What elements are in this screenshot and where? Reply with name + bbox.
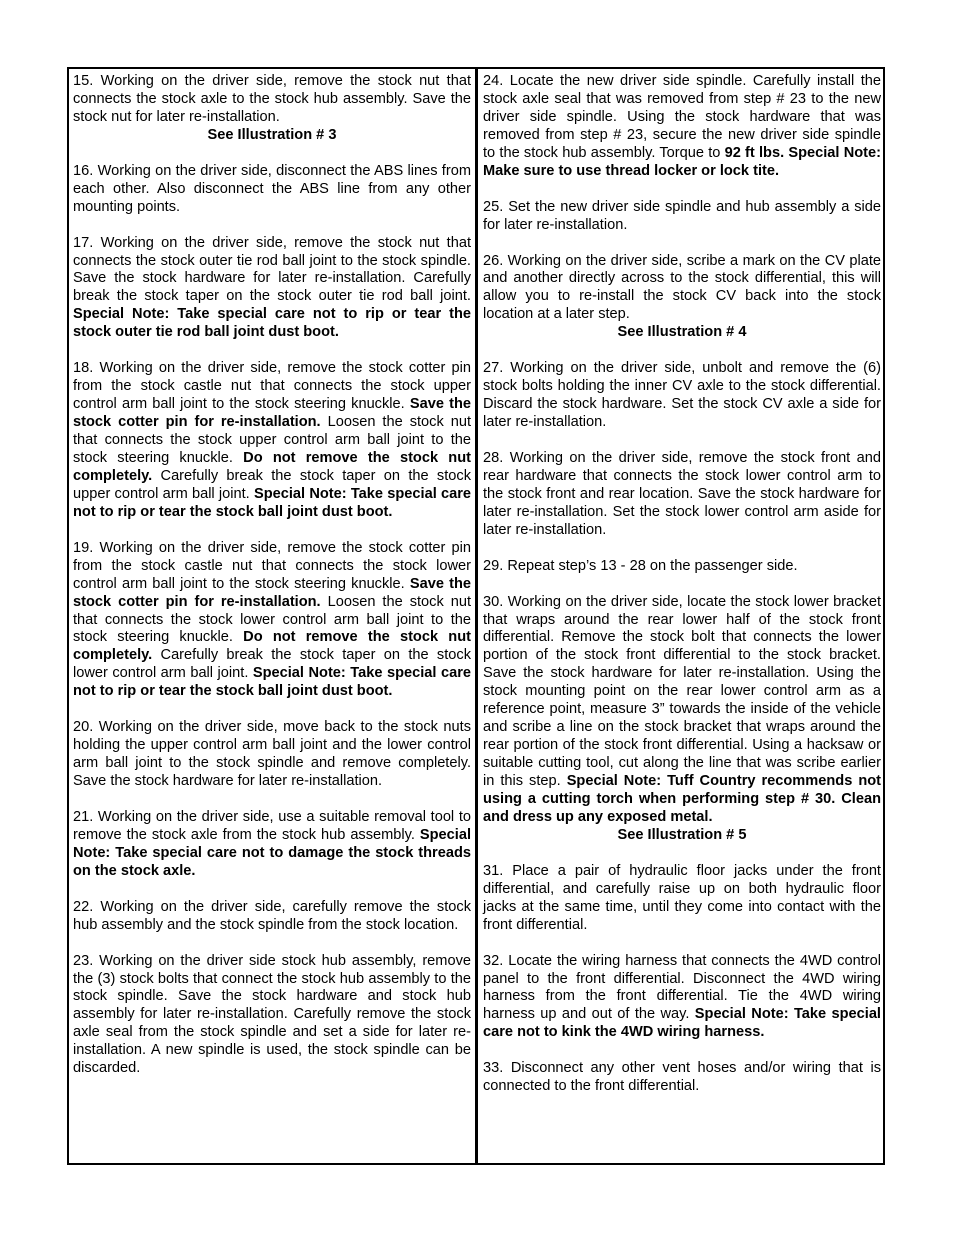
step-31: 31. Place a pair of hydraulic floor jacks under the front differential, and carefully raise up on both hydraulic floor jacks at the same time, until they come into contact with the front differential. [483,862,881,933]
step-16: 16. Working on the driver side, disconnect the ABS lines from each other. Also disconnect the ABS line from any other mounting points. [73,162,471,215]
step-29: 29. Repeat step’s 13 - 28 on the passenger side. [483,557,798,574]
step-17: 17. Working on the driver side, remove the stock nut that connects the stock outer tie rod ball joint to the stock spindle. Save the stock hardware for later re-installation. Carefully break the stock taper on the stock outer tie rod ball joint. Special Note: Take special care not to rip or tear the stock outer tie rod ball joint dust boot. [73,234,471,341]
step-23: 23. Working on the driver side stock hub assembly, remove the (3) stock bolts that connect the stock hub assembly to the stock spindle. Save the stock hardware and stock hub assembly for later re-installation. Carefully remove the stock axle seal from the stock spindle and set a side for later re-installation. A new spindle is used, the stock spindle can be discarded. [73,952,471,1077]
step-25: 25. Set the new driver side spindle and hub assembly a side for later re-installation. [483,198,881,233]
special-note: 92 ft lbs. Special Note: Make sure to use thread locker or lock tite. [483,144,881,179]
step-21: 21. Working on the driver side, use a suitable removal tool to remove the stock axle from the stock hub assembly. Special Note: Take special care not to damage the stock threads on the stock axle. [73,808,471,879]
bold-instruction: Save the stock cotter pin for re-installation. [73,575,471,610]
special-note: Special Note: Tuff Country recommends not using a cutting torch when performing step # 30. Clean and dress up any exposed metal. [483,773,882,825]
step-22: 22. Working on the driver side, carefully remove the stock hub assembly and the stock spindle from the stock location. [73,898,471,933]
special-note: Special Note: Take special care not to kink the 4WD wiring harness. [483,1006,881,1041]
illustration-3-reference: See Illustration # 3 [207,126,337,143]
bold-instruction: Do not remove the stock nut completely. [73,629,471,664]
special-note: Special Note: Take special care not to rip or tear the stock outer tie rod ball joint dust boot. [73,306,471,341]
step-24: 24. Locate the new driver side spindle. Carefully install the stock axle seal that was removed from step # 23 to the new driver side spindle. Using the stock hardware that was removed from step # 23, secure the new driver side spindle to the stock hub assembly. Torque to 92 ft lbs. Special Note: Make sure to use thread locker or lock tite. [483,73,881,179]
illustration-5-reference: See Illustration # 5 [617,826,747,843]
step-19: 19. Working on the driver side, remove the stock cotter pin from the stock castle nut that connects the stock lower control arm ball joint to the stock steering knuckle. Save the stock cotter pin for re-installation. Loosen the stock nut that connects the stock lower control arm ball joint to the stock steering knuckle. Do not remove the stock nut completely. Carefully break the stock taper on the stock lower control arm ball joint. Special Note: Take special care not to rip or tear the stock ball joint dust boot. [73,539,472,700]
step-27: 27. Working on the driver side, unbolt and remove the (6) stock bolts holding the inner CV axle to the stock differential. Discard the stock hardware. Set the stock CV axle a side for later re-installation. [483,360,881,431]
special-note: Special Note: Take special care not to rip or tear the stock ball joint dust boot. [73,665,471,700]
step-33: 33. Disconnect any other vent hoses and/or wiring that is connected to the front differential. [483,1060,881,1095]
step-26: 26. Working on the driver side, scribe a mark on the CV plate and another directly across to the stock differential, this will allow you to re-install the stock CV back into the stock location at a later step. [483,252,881,323]
bold-instruction: Do not remove the stock nut completely. [73,449,471,484]
special-note: Special Note: Take special care not to rip or tear the stock ball joint dust boot. [73,485,472,520]
bold-instruction: Save the stock cotter pin for re-installation. [73,396,471,431]
illustration-4-reference: See Illustration # 4 [617,324,747,341]
step-15: 15. Working on the driver side, remove the stock nut that connects the stock axle to the stock hub assembly. Save the stock nut for later re-installation. [73,73,471,125]
column-divider [475,67,478,1165]
step-20: 20. Working on the driver side, move back to the stock nuts holding the upper control arm ball joint and the lower control arm ball joint to the stock spindle and remove completely. Save the stock hardware for later re-installation. [73,719,471,790]
step-28: 28. Working on the driver side, remove the stock front and rear hardware that connects the stock lower control arm to the stock front and rear location. Save the stock hardware for later re-installation. Set the stock lower control arm aside for later re-installation. [483,449,881,538]
step-30: 30. Working on the driver side, locate the stock lower bracket that wraps around the rear lower half of the stock front differential. Remove the stock bolt that connects the lower portion of the stock front differential to the stock bracket. Save the stock hardware for later re-installation. Using the stock mounting point on the rear lower control arm as a reference point, measure 3” towards the inside of the vehicle and scribe a line on the stock bracket that wraps around the rear portion of the stock front differential. Using a hacksaw or suitable cutting tool, cut along the line that was scribe earlier in this step. Special Note: Tuff Country recommends not using a cutting torch when performing step # 30. Clean and dress up any exposed metal. [483,593,882,825]
left-column [73,73,471,1096]
step-32: 32. Locate the wiring harness that connects the 4WD control panel to the front differential. Disconnect the 4WD wiring harness from the front differential. Tie the 4WD wiring harness up and out of the way. Special Note: Take special care not to kink the 4WD wiring harness. [483,952,881,1041]
special-note: Special Note: Take special care not to damage the stock threads on the stock axle. [73,826,471,879]
right-column [483,73,881,1114]
step-18: 18. Working on the driver side, remove the stock cotter pin from the stock castle nut that connects the stock upper control arm ball joint to the stock steering knuckle. Save the stock cotter pin for re-installation. Loosen the stock nut that connects the stock upper control arm ball joint to the stock steering knuckle. Do not remove the stock nut completely. Carefully break the stock taper on the stock upper control arm ball joint. Special Note: Take special care not to rip or tear the stock ball joint dust boot. [73,360,472,520]
